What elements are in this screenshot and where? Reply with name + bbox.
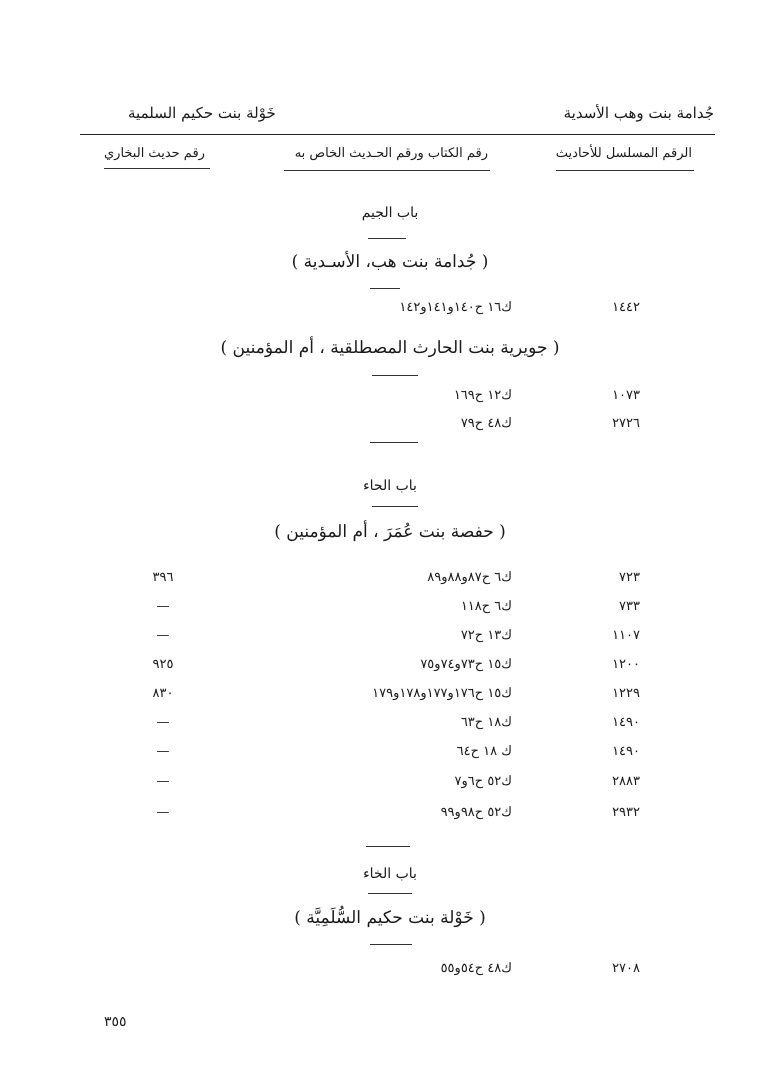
column-header-serial: الرقم المسلسل للأحاديث	[555, 146, 692, 161]
running-header-right: جُدامة بنت وهب الأسدية	[563, 104, 714, 122]
divider	[368, 238, 406, 239]
row-serial: ١١٠٧	[612, 628, 640, 643]
row-serial: ١٢٢٩	[612, 686, 640, 701]
row-bukhari: —	[156, 744, 170, 759]
row-serial: ٢٧٢٦	[612, 416, 640, 431]
divider	[366, 846, 410, 847]
row-serial: ١٤٤٢	[612, 300, 640, 315]
section-title-jim: باب الجيم	[361, 205, 419, 221]
column-header-serial-underline	[556, 170, 694, 171]
row-ref: ك٦ ح١١٨	[460, 599, 512, 614]
row-bukhari: —	[156, 628, 170, 643]
row-ref: ك٦ ح٨٧و٨٨و٨٩	[427, 570, 512, 585]
section-title-ha: باب الحاء	[363, 478, 417, 494]
column-header-book-ref: رقم الكتاب ورقم الحـديث الخاص به	[294, 146, 488, 161]
divider	[370, 288, 400, 289]
row-serial: ٧٣٣	[619, 599, 640, 614]
page-number: ٣٥٥	[104, 1014, 127, 1030]
running-header-left: خَوْلة بنت حكيم السلمية	[128, 104, 276, 122]
person-name-judama: ( جُدامة بنت هب، الأسـدية )	[291, 252, 489, 272]
person-name-khawla: ( خَوْلة بنت حكيم السُّلَمِيَّة )	[294, 908, 486, 928]
row-ref: ك١٦ ح١٤٠و١٤١و١٤٢	[399, 300, 512, 315]
row-bukhari: ٩٢٥	[152, 657, 174, 672]
row-ref: ك١٥ ح٧٣و٧٤و٧٥	[420, 657, 512, 672]
row-bukhari: ٣٩٦	[152, 570, 174, 585]
row-ref: ك١٣ ح٧٢	[460, 628, 512, 643]
divider	[370, 442, 418, 443]
row-ref: ك٥٢ ح٦و٧	[454, 774, 512, 789]
person-name-hafsa: ( حفصة بنت عُمَرَ ، أم المؤمنين )	[274, 522, 506, 542]
row-serial: ٢٨٨٣	[612, 774, 640, 789]
row-serial: ١٤٩٠	[612, 744, 640, 759]
section-title-kha: باب الخاء	[363, 866, 417, 882]
row-bukhari: —	[156, 774, 170, 789]
row-serial: ٢٧٠٨	[612, 961, 640, 976]
divider	[372, 375, 418, 376]
row-bukhari: —	[156, 715, 170, 730]
column-header-bukhari-underline	[104, 168, 210, 169]
row-bukhari: ٨٣٠	[152, 686, 174, 701]
person-name-juwayriya: ( جويرية بنت الحارث المصطلقية ، أم المؤمنين )	[220, 338, 560, 358]
row-serial: ٧٢٣	[619, 570, 640, 585]
row-bukhari: —	[156, 805, 170, 820]
row-serial: ١٢٠٠	[612, 657, 640, 672]
divider	[368, 893, 412, 894]
row-serial: ١٠٧٣	[612, 388, 640, 403]
row-serial: ١٤٩٠	[612, 715, 640, 730]
row-ref: ك٤٨ ح٥٤و٥٥	[440, 961, 512, 976]
divider	[370, 944, 412, 945]
row-ref: ك١٢ ح١٦٩	[453, 388, 512, 403]
row-ref: ك١٥ ح١٧٦و١٧٧و١٧٨و١٧٩	[372, 686, 512, 701]
row-ref: ك١٨ ح٦٣	[460, 715, 512, 730]
row-ref: ك٤٨ ح٧٩	[460, 416, 512, 431]
header-rule	[80, 134, 715, 135]
row-ref: ك٥٢ ح٩٨و٩٩	[440, 805, 512, 820]
column-header-bukhari: رقم حديث البخاري	[104, 146, 205, 161]
divider	[372, 506, 418, 507]
row-ref: ك ١٨ ح٦٤	[456, 744, 512, 759]
row-serial: ٢٩٣٢	[612, 805, 640, 820]
column-header-book-ref-underline	[284, 170, 490, 171]
row-bukhari: —	[156, 599, 170, 614]
